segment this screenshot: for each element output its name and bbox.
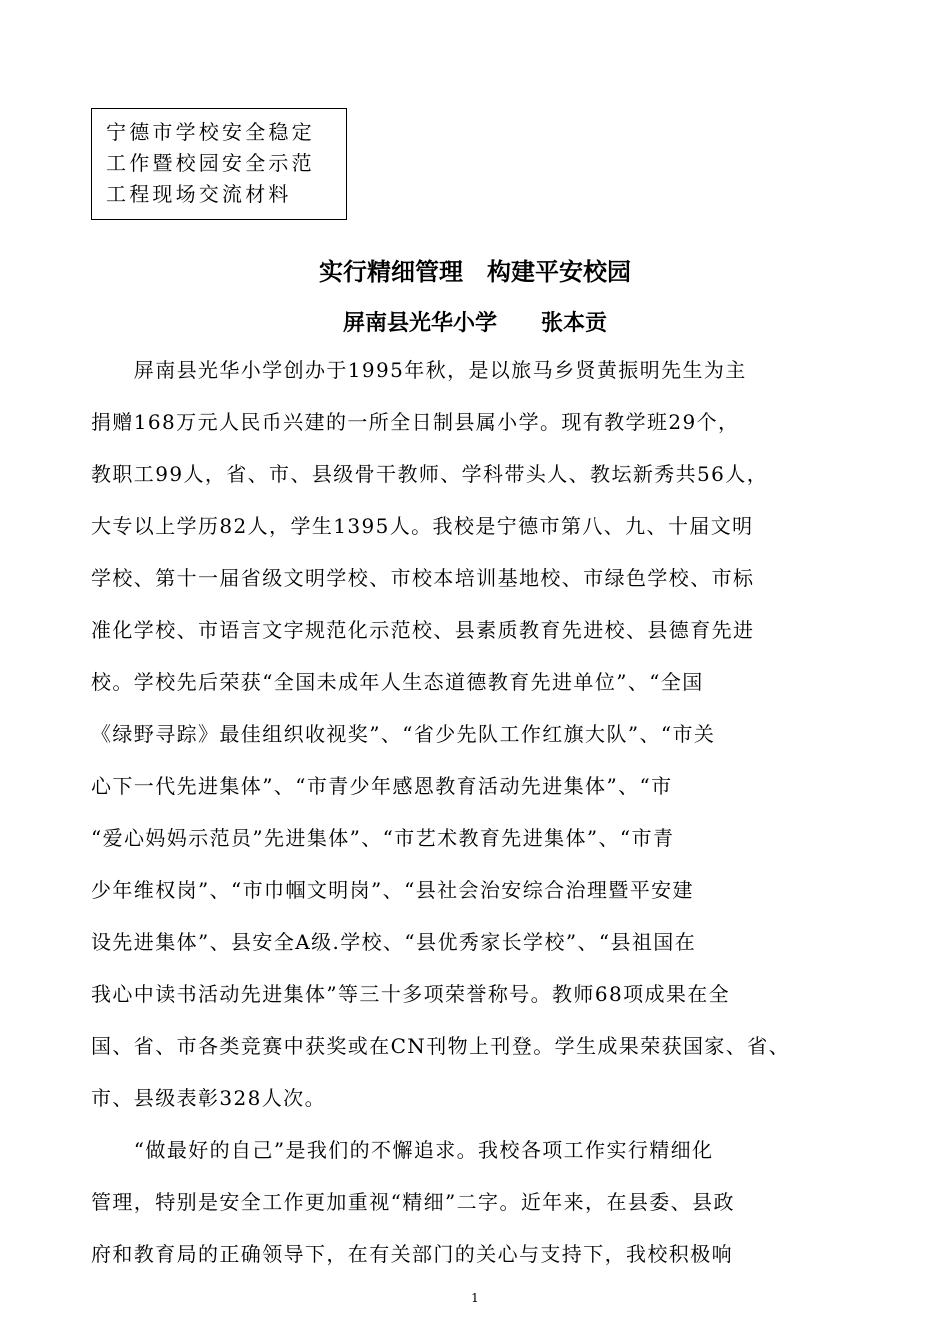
label-line: 工作暨校园安全示范 <box>106 151 315 175</box>
body-line: 教职工99人，省、市、县级骨干教师、学科带头人、教坛新秀共56人， <box>91 462 769 486</box>
body-line: “做最好的自己”是我们的不懈追求。我校各项工作实行精细化 <box>91 1138 714 1162</box>
label-line: 工程现场交流材料 <box>106 182 292 206</box>
body-line: 市、县级表彰328人次。 <box>91 1086 326 1110</box>
body-line: 少年维权岗”、“市巾帼文明岗”、“县社会治安综合治理暨平安建 <box>91 878 694 902</box>
document-title: 实行精细管理 构建平安校园 <box>319 258 631 286</box>
body-line: 校。学校先后荣获“全国未成年人生态道德教育先进单位”、“全国 <box>91 670 704 694</box>
body-line: 我心中读书活动先进集体”等三十多项荣誉称号。教师68项成果在全 <box>91 982 731 1006</box>
body-line: 准化学校、市语言文字规范化示范校、县素质教育先进校、县德育先进 <box>91 618 755 642</box>
document-label-box <box>91 108 347 220</box>
body-line: 国、省、市各类竞赛中获奖或在CN刊物上刊登。学生成果荣获国家、省、 <box>91 1034 791 1058</box>
document-author: 屏南县光华小学 张本贡 <box>342 311 607 336</box>
label-line: 宁德市学校安全稳定 <box>106 120 315 144</box>
body-line: 大专以上学历82人，学生1395人。我校是宁德市第八、九、十届文明 <box>91 514 754 538</box>
body-line: 府和教育局的正确领导下，在有关部门的关心与支持下，我校积极响 <box>91 1242 733 1266</box>
body-line: 设先进集体”、县安全A级.学校、“县优秀家长学校”、“县祖国在 <box>91 930 697 954</box>
body-line: “爱心妈妈示范员”先进集体”、“市艺术教育先进集体”、“市青 <box>91 826 675 850</box>
body-line: 屏南县光华小学创办于1995年秋，是以旅马乡贤黄振明先生为主 <box>91 358 747 382</box>
body-line: 《绿野寻踪》最佳组织收视奖”、“省少先队工作红旗大队”、“市关 <box>91 722 716 746</box>
body-line: 管理，特别是安全工作更加重视“精细”二字。近年来，在县委、县政 <box>91 1190 735 1214</box>
body-line: 学校、第十一届省级文明学校、市校本培训基地校、市绿色学校、市标 <box>91 566 755 590</box>
body-line: 心下一代先进集体”、“市青少年感恩教育活动先进集体”、“市 <box>91 774 673 798</box>
body-line: 捐赠168万元人民币兴建的一所全日制县属小学。现有教学班29个， <box>91 410 740 434</box>
page-number: 1 <box>471 1291 479 1305</box>
